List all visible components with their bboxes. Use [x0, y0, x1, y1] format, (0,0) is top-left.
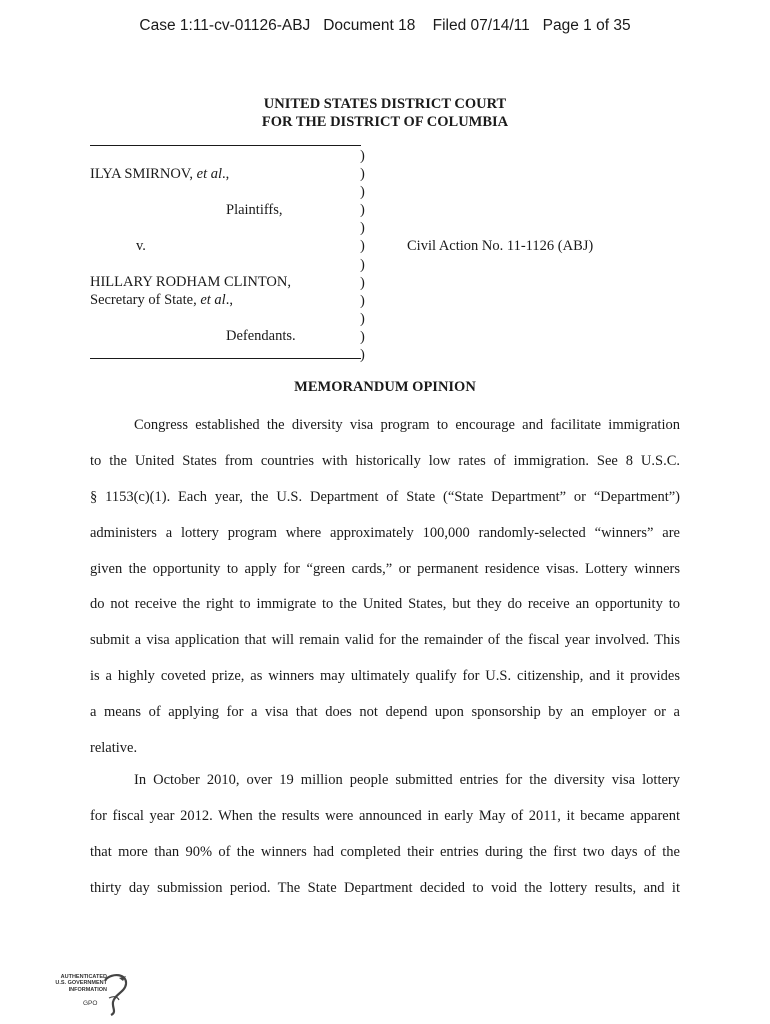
paren: ): [360, 238, 365, 255]
paren: ): [360, 292, 365, 309]
paren: ): [360, 184, 365, 201]
text-line: a means of applying for a visa that does not depend upon sponsorship by an employer or a: [90, 704, 680, 721]
court-heading: [0, 95, 770, 131]
text-line: given the opportunity to apply for “green cards,” or permanent residence visas. Lottery winners: [90, 560, 680, 577]
court-district: FOR THE DISTRICT OF COLUMBIA: [261, 114, 509, 130]
text-line: that more than 90% of the winners had completed their entries during the first two days of the: [90, 843, 680, 860]
eagle-icon: [99, 972, 131, 1016]
paragraph-2: [90, 771, 680, 915]
caption-top-rule: [90, 145, 361, 146]
paren: ): [360, 220, 365, 237]
defendant-title: Secretary of State, et al.,: [90, 292, 233, 308]
text-line: thirty day submission period. The State Department decided to void the lottery results, and it: [90, 879, 680, 896]
page-number: Page 1 of 35: [542, 17, 631, 34]
text-line: is a highly coveted prize, as winners may ultimately qualify for U.S. citizenship, and it provides: [90, 668, 680, 685]
gpo-authentication-seal: [45, 972, 131, 1016]
civil-action-number: Civil Action No. 11-1126 (ABJ): [407, 238, 594, 254]
paren: ): [360, 256, 365, 273]
caption-bottom-rule: [90, 358, 361, 359]
memorandum-title: MEMORANDUM OPINION: [294, 379, 476, 395]
defendant-name: HILLARY RODHAM CLINTON,: [90, 274, 291, 290]
caption-parentheses: [360, 147, 365, 364]
paren: ): [360, 202, 365, 219]
paren: ): [360, 166, 365, 183]
text-line: submit a visa application that will remain valid for the remainder of the fiscal year involved. This: [90, 632, 680, 649]
text-line: do not receive the right to immigrate to the United States, but they do receive an opportunity to: [90, 596, 680, 613]
text-line: § 1153(c)(1). Each year, the U.S. Department of State (“State Department” or “Department”): [90, 488, 680, 505]
plaintiffs-label: Plaintiffs,: [226, 202, 283, 218]
paragraph-1: [90, 416, 680, 775]
text-line: In October 2010, over 19 million people submitted entries for the diversity visa lottery: [134, 772, 680, 788]
document-number: Document 18: [323, 17, 416, 34]
paren: ): [360, 148, 365, 164]
paren: ): [360, 328, 365, 345]
paren: ): [360, 347, 365, 364]
text-line: administers a lottery program where approximately 100,000 randomly-selected “winners” are: [90, 524, 680, 541]
text-line: relative.: [90, 740, 138, 757]
text-line: to the United States from countries with historically low rates of immigration. See 8 U.S.C.: [90, 452, 680, 469]
seal-label: GPO: [83, 1000, 98, 1007]
paren: ): [360, 310, 365, 327]
text-line: Congress established the diversity visa program to encourage and facilitate immigration: [134, 417, 680, 433]
plaintiff-name: ILYA SMIRNOV, et al.,: [90, 166, 230, 182]
seal-text: AUTHENTICATED U.S. GOVERNMENT INFORMATION: [55, 974, 107, 993]
versus-label: v.: [136, 238, 146, 254]
defendants-label: Defendants.: [226, 328, 296, 344]
case-number: Case 1:11-cv-01126-ABJ: [139, 17, 311, 34]
paren: ): [360, 274, 365, 291]
page-header: [0, 17, 770, 35]
filed-date: Filed 07/14/11: [432, 17, 530, 34]
text-line: for fiscal year 2012. When the results were announced in early May of 2011, it became apparent: [90, 807, 680, 824]
court-name: UNITED STATES DISTRICT COURT: [263, 96, 507, 112]
